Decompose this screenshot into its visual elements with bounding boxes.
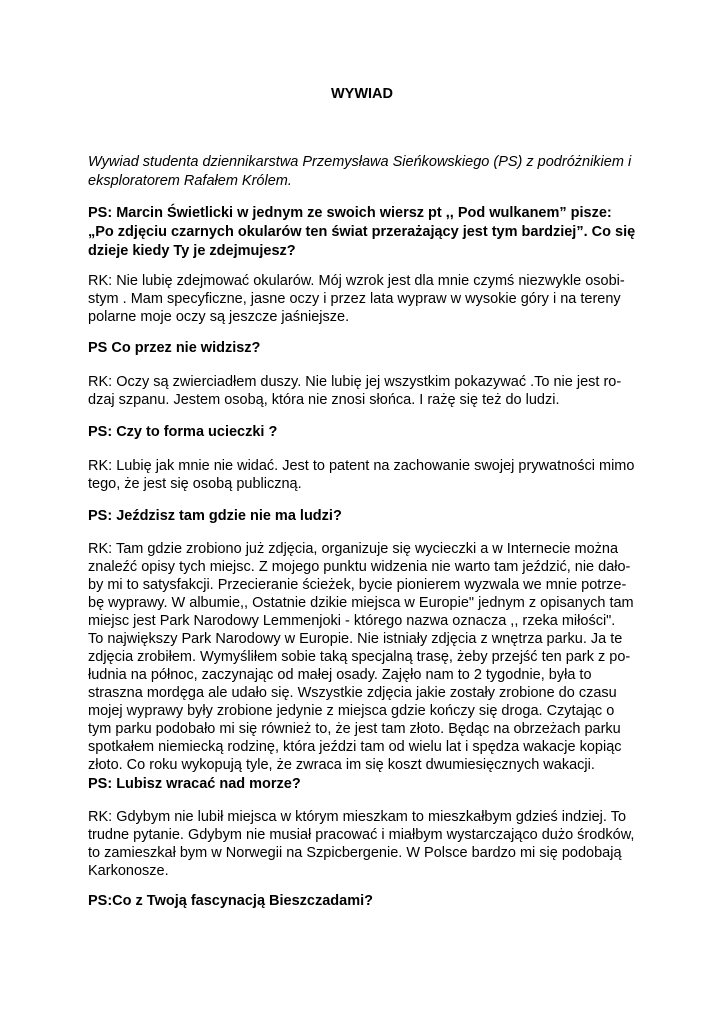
- text-line: RK: Oczy są zwierciadłem duszy. Nie lubię jej wszystkim pokazywać .To nie jest ro-: [88, 374, 622, 390]
- answer-1: [88, 272, 644, 326]
- text-line: spotkałem niemiecką rodzinę, która jeździ tam od wielu lat i spędza wakacje kopiąc: [88, 739, 622, 755]
- text-line: tym parku podobało mi się również to, że jest tam złoto. Będąc na obrzeżach parku: [88, 721, 621, 737]
- intro-paragraph: [88, 153, 644, 191]
- text-line: RK: Gdybym nie lubił miejsca w którym mieszkam to mieszkałbym gdzieś indziej. To: [88, 809, 627, 825]
- text-line: Karkonosze.: [88, 863, 169, 879]
- text-line: by mi to satysfakcji. Przecieranie ścieżek, bycie pionierem wyzwala we mnie potrze-: [88, 577, 627, 593]
- answer-3: [88, 457, 644, 493]
- text-line: bę wyprawy. W albumie,, Ostatnie dzikie miejsca w Europie" jednym z opisanych tam: [88, 595, 634, 611]
- question-2: [88, 339, 644, 358]
- answer-4: [88, 540, 644, 774]
- text-line: dzieje kiedy Ty je zdejmujesz?: [88, 243, 296, 259]
- text-line: eksploratorem Rafałem Królem.: [88, 173, 292, 189]
- text-line: znaleźć opisy tych miejsc. Z mojego punktu widzenia nie warto tam jeździć, nie dało-: [88, 559, 631, 575]
- question-4: [88, 507, 644, 526]
- document-title: WYWIAD: [330, 86, 393, 102]
- text-line: PS: Marcin Świetlicki w jednym ze swoich wiersz pt ,, Pod wulkanem” pisze:: [88, 205, 612, 221]
- text-line: miejsc jest Park Narodowy Lemmenjoki - którego nazwa oznacza ,, rzeka miłości".: [88, 613, 616, 629]
- text-line: łudnia na północ, zaczynając od małej osady. Zajęło nam to 2 tygodnie, była to: [88, 667, 592, 683]
- text-line: to zamieszkał bym w Norwegii na Szpicbergenie. W Polsce bardzo mi się podobają: [88, 845, 622, 861]
- question-5: [88, 775, 644, 794]
- question-6: [88, 892, 644, 911]
- text-line: trudne pytanie. Gdybym nie musiał pracować i miałbym wystarczająco dużo środków,: [88, 827, 635, 843]
- text-line: „Po zdjęciu czarnych okularów ten świat przerażający jest tym bardziej”. Co się: [88, 224, 636, 240]
- text-line: zdjęcia zrobiłem. Wymyśliłem sobie taką specjalną trasę, żeby przejść ten park z po-: [88, 649, 631, 665]
- text-line: polarne moje oczy są jeszcze jaśniejsze.: [88, 309, 350, 325]
- text-line: złoto. Co roku wykopują tyle, że zwraca im się koszt dwumiesięcznych wakacji.: [88, 757, 595, 773]
- text-line: PS: Lubisz wracać nad morze?: [88, 776, 301, 792]
- text-line: straszna mordęga ale udało się. Wszystkie zdjęcia jakie zostały zrobione do czasu: [88, 685, 617, 701]
- answer-5: [88, 808, 644, 880]
- answer-2: [88, 373, 644, 409]
- text-line: Wywiad studenta dziennikarstwa Przemysława Sieńkowskiego (PS) z podróżnikiem i: [88, 154, 632, 170]
- text-line: RK: Nie lubię zdejmować okularów. Mój wzrok jest dla mnie czymś niezwykle osobi-: [88, 273, 625, 289]
- question-1: [88, 204, 644, 261]
- text-line: RK: Lubię jak mnie nie widać. Jest to patent na zachowanie swojej prywatności mimo: [88, 458, 635, 474]
- text-line: PS: Jeździsz tam gdzie nie ma ludzi?: [88, 508, 342, 524]
- text-line: dzaj szpanu. Jestem osobą, która nie znosi słońca. I rażę się też do ludzi.: [88, 392, 560, 408]
- question-3: [88, 423, 644, 442]
- text-line: PS:Co z Twoją fascynacją Bieszczadami?: [88, 893, 373, 909]
- text-line: To największy Park Narodowy w Europie. Nie istniały zdjęcia z wnętrza parku. Ja te: [88, 631, 623, 647]
- text-line: mojej wyprawy były zrobione jedynie z miejsca gdzie kończy się droga. Czytając o: [88, 703, 615, 719]
- text-line: RK: Tam gdzie zrobiono już zdjęcia, organizuje się wycieczki a w Internecie można: [88, 541, 619, 557]
- text-line: tego, że jest się osobą publiczną.: [88, 476, 302, 492]
- text-line: stym . Mam specyficzne, jasne oczy i przez lata wypraw w wysokie góry i na tereny: [88, 291, 621, 307]
- text-line: PS: Czy to forma ucieczki ?: [88, 424, 278, 440]
- text-line: PS Co przez nie widzisz?: [88, 340, 261, 356]
